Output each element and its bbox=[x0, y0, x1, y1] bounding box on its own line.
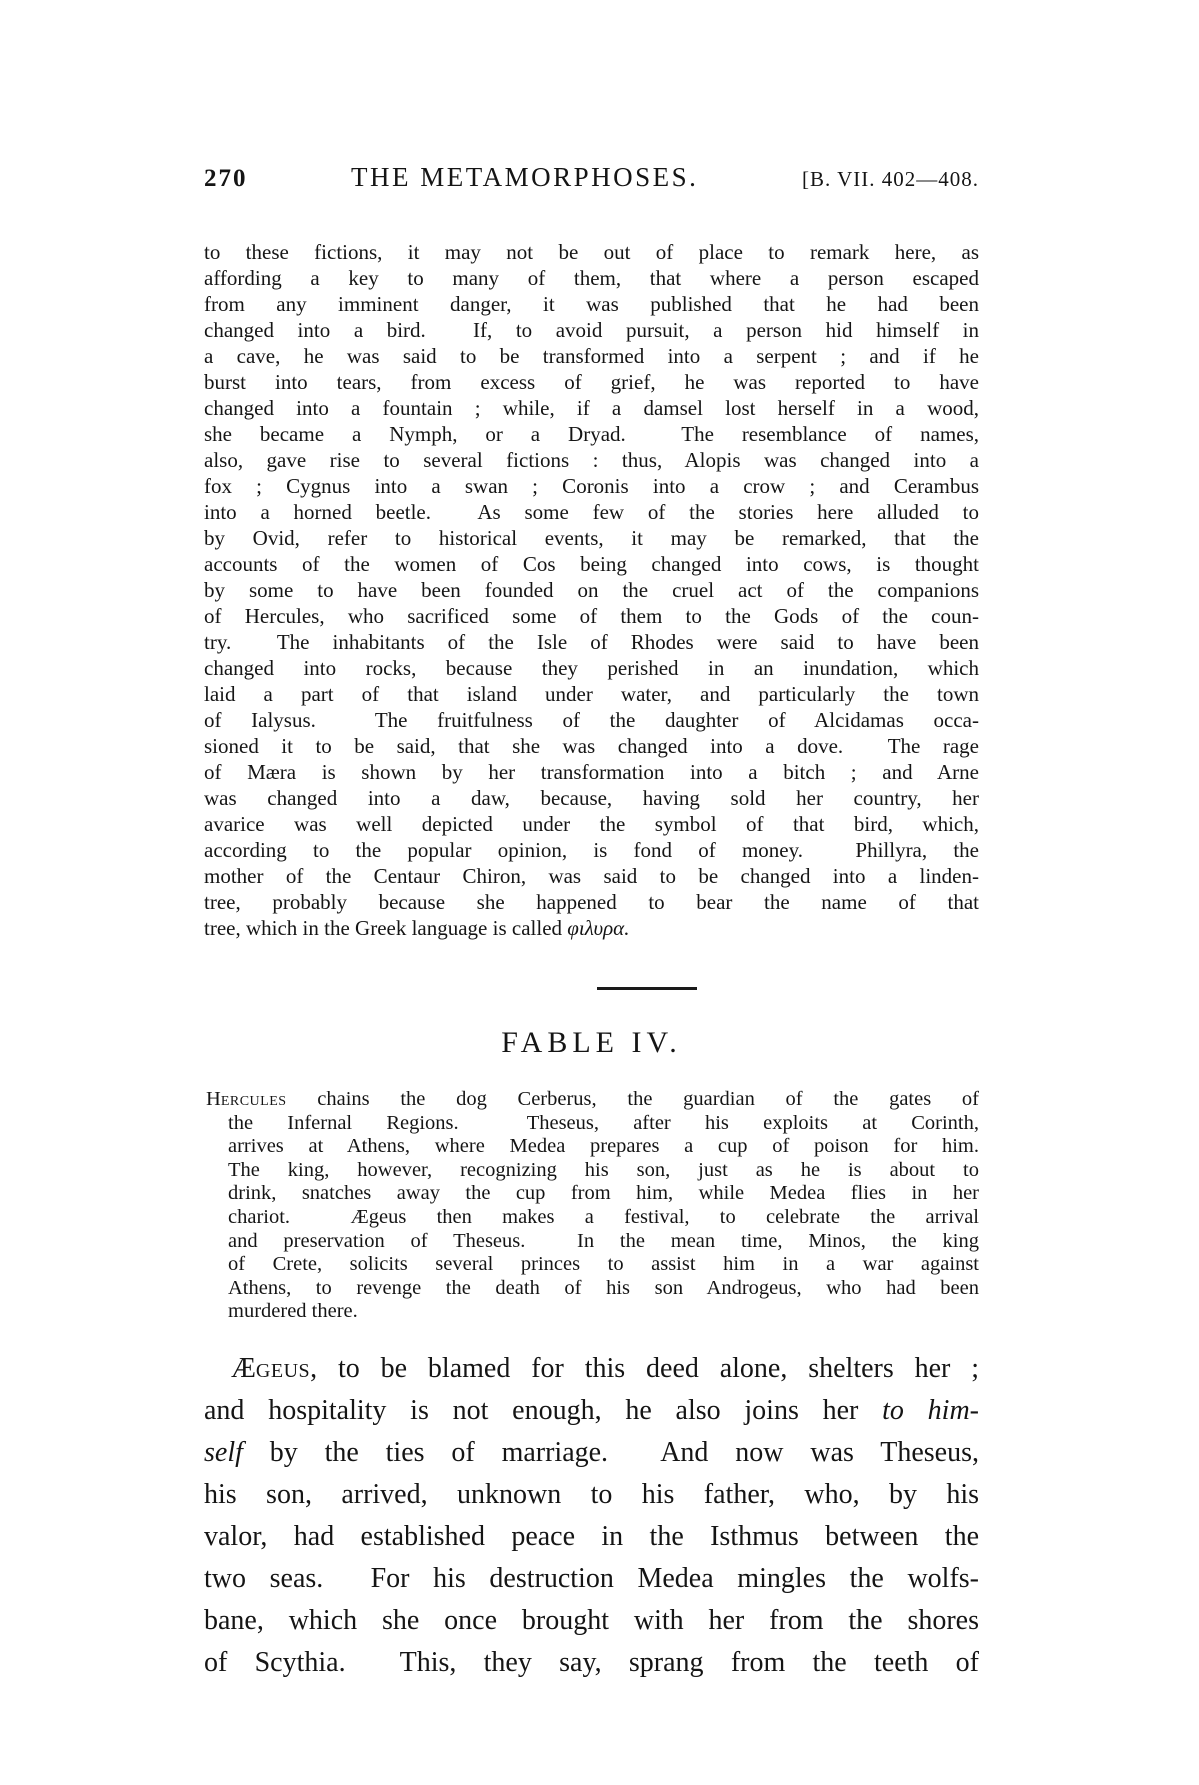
text-line bbox=[204, 1558, 979, 1600]
page-content bbox=[204, 162, 979, 1684]
text-segment: The king, however, recognizing his son, just as he is about to bbox=[228, 1158, 979, 1181]
text-line bbox=[204, 447, 979, 473]
text-line bbox=[204, 785, 979, 811]
text-line bbox=[204, 837, 979, 863]
text-line bbox=[204, 707, 979, 733]
text-segment: changed into rocks, because they perished in an inundation, which bbox=[204, 656, 979, 680]
text-segment: according to the popular opinion, is fond of money. Phillyra, the bbox=[204, 838, 979, 862]
text-segment: of Mæra is shown by her transformation into a bitch ; and Arne bbox=[204, 760, 979, 784]
text-line bbox=[204, 1159, 979, 1183]
text-segment: of Scythia. This, they say, sprang from the teeth of bbox=[204, 1646, 979, 1678]
text-segment: , to be blamed for this deed alone, shelters her ; bbox=[310, 1352, 979, 1384]
text-segment: changed into a fountain ; while, if a damsel lost herself in a wood, bbox=[204, 396, 979, 420]
text-segment: also, gave rise to several fictions : thus, Alopis was changed into a bbox=[204, 448, 979, 472]
text-segment: sioned it to be said, that she was changed into a dove. The rage bbox=[204, 734, 979, 758]
text-segment: tree, which in the Greek language is called bbox=[204, 916, 568, 940]
text-line bbox=[204, 1432, 979, 1474]
text-segment: self bbox=[204, 1436, 243, 1468]
text-line bbox=[204, 395, 979, 421]
text-line bbox=[204, 1516, 979, 1558]
text-line bbox=[204, 421, 979, 447]
text-segment: avarice was well depicted under the symbol of that bird, which, bbox=[204, 812, 979, 836]
text-line bbox=[204, 239, 979, 265]
text-segment: of Crete, solicits several princes to assist him in a war against bbox=[228, 1253, 979, 1276]
fable-synopsis bbox=[204, 1088, 979, 1324]
text-segment: accounts of the women of Cos being changed into cows, is thought bbox=[204, 552, 979, 576]
commentary-paragraph bbox=[204, 239, 979, 941]
text-line bbox=[204, 1300, 979, 1324]
text-line bbox=[204, 603, 979, 629]
text-line bbox=[204, 1230, 979, 1254]
text-segment: his son, arrived, unknown to his father, who, by his bbox=[204, 1478, 979, 1510]
text-segment: mother of the Centaur Chiron, was said to be changed into a linden- bbox=[204, 864, 979, 888]
text-segment: from any imminent danger, it was published that he had been bbox=[204, 292, 979, 316]
text-segment: to him- bbox=[882, 1394, 979, 1426]
text-segment: try. The inhabitants of the Isle of Rhodes were said to have been bbox=[204, 630, 979, 654]
running-title: THE METAMORPHOSES. bbox=[351, 162, 699, 192]
text-segment: geus bbox=[255, 1352, 311, 1384]
text-segment: H bbox=[206, 1088, 221, 1110]
book-line-reference: [B. VII. 402—408. bbox=[801, 167, 979, 191]
text-segment: and preservation of Theseus. In the mean time, Minos, the king bbox=[228, 1229, 979, 1252]
text-segment: and hospitality is not enough, he also joins her bbox=[204, 1394, 883, 1426]
text-line bbox=[204, 499, 979, 525]
text-line bbox=[204, 265, 979, 291]
text-line bbox=[204, 1277, 979, 1301]
text-segment: murdered there. bbox=[228, 1300, 358, 1323]
text-line bbox=[204, 525, 979, 551]
text-segment: chariot. Ægeus then makes a festival, to celebrate the arrival bbox=[228, 1205, 979, 1228]
section-divider-rule bbox=[597, 987, 697, 990]
text-line bbox=[204, 1135, 979, 1159]
text-segment: bane, which she once brought with her from the shores bbox=[204, 1604, 979, 1636]
text-line bbox=[204, 889, 979, 915]
text-line bbox=[204, 1182, 979, 1206]
text-segment: valor, had established peace in the Isthmus between the bbox=[204, 1520, 979, 1552]
text-segment: a cave, he was said to be transformed into a serpent ; and if he bbox=[204, 344, 979, 368]
text-line bbox=[204, 629, 979, 655]
text-segment: burst into tears, from excess of grief, he was reported to have bbox=[204, 370, 979, 394]
text-segment: the Infernal Regions. Theseus, after his exploits at Corinth, bbox=[228, 1111, 979, 1134]
text-line bbox=[204, 1206, 979, 1230]
text-line bbox=[204, 473, 979, 499]
text-segment: by the ties of marriage. And now was Theseus, bbox=[242, 1436, 979, 1468]
page-number: 270 bbox=[204, 165, 248, 192]
text-line bbox=[204, 863, 979, 889]
text-segment: two seas. For his destruction Medea mingles the wolfs- bbox=[204, 1562, 979, 1594]
text-segment: φιλυρα. bbox=[567, 916, 630, 940]
text-segment: of Hercules, who sacrificed some of them to the Gods of the coun- bbox=[204, 604, 979, 628]
text-segment: laid a part of that island under water, and particularly the town bbox=[204, 682, 979, 706]
text-segment: by some to have been founded on the cruel act of the companions bbox=[204, 578, 979, 602]
text-line bbox=[204, 551, 979, 577]
text-line bbox=[204, 655, 979, 681]
text-line bbox=[204, 317, 979, 343]
page-header bbox=[204, 162, 979, 193]
text-segment: she became a Nymph, or a Dryad. The resemblance of names, bbox=[204, 422, 979, 446]
text-line bbox=[204, 759, 979, 785]
text-segment: drink, snatches away the cup from him, while Medea flies in her bbox=[228, 1182, 979, 1205]
text-segment: fox ; Cygnus into a swan ; Coronis into a crow ; and Cerambus bbox=[204, 474, 979, 498]
text-line bbox=[204, 1112, 979, 1136]
text-line bbox=[204, 291, 979, 317]
text-segment: Æ bbox=[231, 1352, 256, 1384]
text-line bbox=[204, 681, 979, 707]
text-line bbox=[204, 733, 979, 759]
text-segment: changed into a bird. If, to avoid pursuit, a person hid himself in bbox=[204, 318, 979, 342]
fable-main-text bbox=[204, 1348, 979, 1684]
text-segment: by Ovid, refer to historical events, it may be remarked, that the bbox=[204, 526, 979, 550]
text-segment: to these fictions, it may not be out of place to remark here, as bbox=[204, 240, 979, 264]
text-line bbox=[204, 811, 979, 837]
text-line bbox=[204, 577, 979, 603]
text-line bbox=[204, 1348, 979, 1390]
fable-heading: FABLE IV. bbox=[501, 1026, 682, 1059]
text-line bbox=[204, 343, 979, 369]
text-segment: affording a key to many of them, that where a person escaped bbox=[204, 266, 979, 290]
text-line bbox=[204, 1474, 979, 1516]
text-segment: was changed into a daw, because, having sold her country, her bbox=[204, 786, 979, 810]
text-segment: tree, probably because she happened to bear the name of that bbox=[204, 890, 979, 914]
text-line bbox=[204, 1600, 979, 1642]
text-line bbox=[204, 1390, 979, 1432]
text-line bbox=[204, 1642, 979, 1684]
text-line bbox=[204, 1253, 979, 1277]
text-line bbox=[204, 1088, 979, 1112]
text-segment: ercules bbox=[220, 1088, 287, 1110]
text-segment: Athens, to revenge the death of his son Androgeus, who had been bbox=[228, 1276, 979, 1299]
text-segment: chains the dog Cerberus, the guardian of the gates of bbox=[286, 1088, 979, 1110]
text-line bbox=[204, 915, 979, 941]
text-line bbox=[204, 369, 979, 395]
text-segment: of Ialysus. The fruitfulness of the daughter of Alcidamas occa- bbox=[204, 708, 979, 732]
text-segment: into a horned beetle. As some few of the stories here alluded to bbox=[204, 500, 979, 524]
text-segment: arrives at Athens, where Medea prepares a cup of poison for him. bbox=[228, 1135, 979, 1158]
